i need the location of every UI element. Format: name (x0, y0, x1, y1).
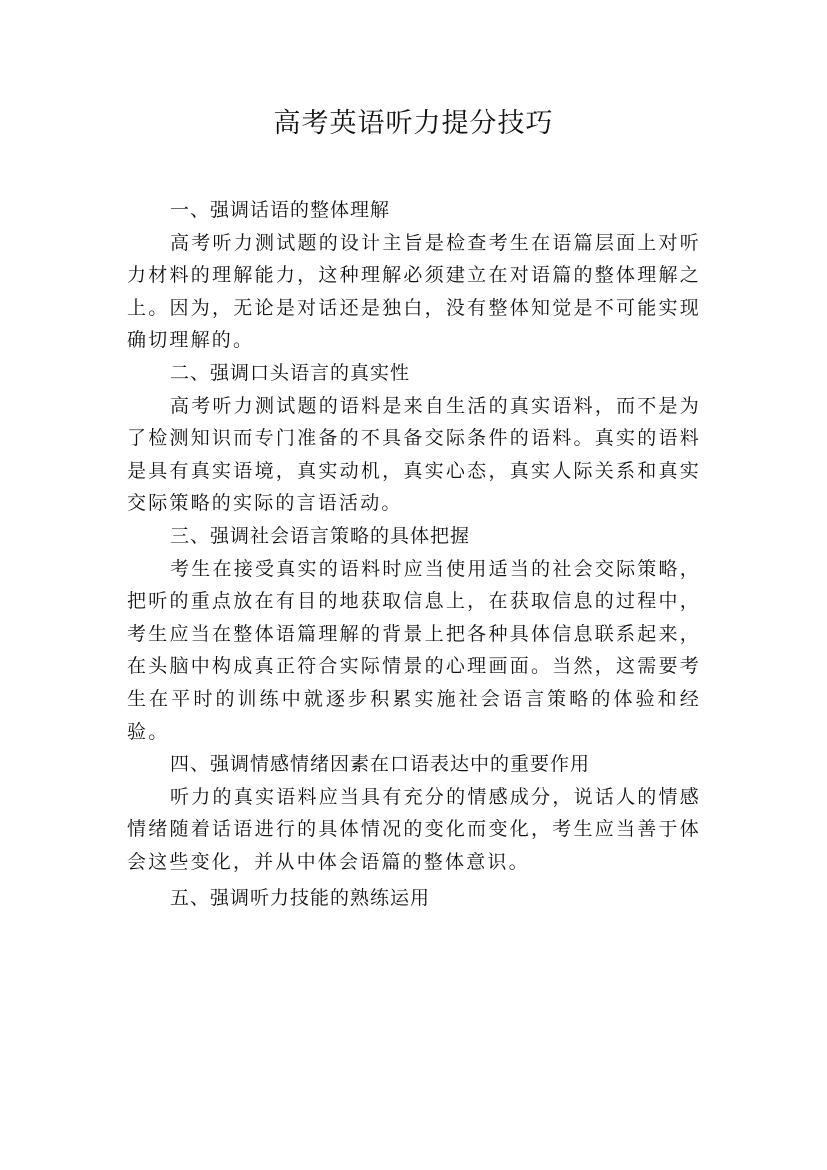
section-heading-5: 五、强调听力技能的熟练运用 (170, 887, 431, 910)
section-body-3: 考生在接受真实的语料时应当使用适当的社会交际策略，把听的重点放在有目的地获取信息上，在获取信息的过程中，考生应当在整体语篇理解的背景上把各种具体信息联系起来，在头脑中构成真正符合实际情景的心理画面。当然，这需要考生在平时的训练中就逐步积累实施社会语言策略的体验和经验。 (127, 557, 701, 743)
section-heading-3: 三、强调社会语言策略的具体把握 (170, 524, 471, 547)
section-body-2: 高考听力测试题的语料是来自生活的真实语料，而不是为了检测知识而专门准备的不具备交际条件的语料。真实的语料是具有真实语境，真实动机，真实心态，真实人际关系和真实交际策略的实际的言语活动。 (127, 394, 701, 515)
document-title: 高考英语听力提分技巧 (273, 108, 554, 139)
section-body-4: 听力的真实语料应当具有充分的情感成分，说话人的情感情绪随着话语进行的具体情况的变化而变化，考生应当善于体会这些变化，并从中体会语篇的整体意识。 (127, 785, 701, 873)
section-heading-2: 二、强调口头语言的真实性 (170, 361, 411, 384)
section-heading-1: 一、强调话语的整体理解 (170, 199, 391, 221)
document-body (127, 194, 701, 915)
section-heading-4: 四、强调情感情绪因素在口语表达中的重要作用 (170, 753, 591, 776)
section-body-1: 高考听力测试题的设计主旨是检查考生在语篇层面上对听力材料的理解能力，这种理解必须建立在对语篇的整体理解之上。因为，无论是对话还是独白，没有整体知觉是不可能实现确切理解的。 (127, 231, 701, 352)
